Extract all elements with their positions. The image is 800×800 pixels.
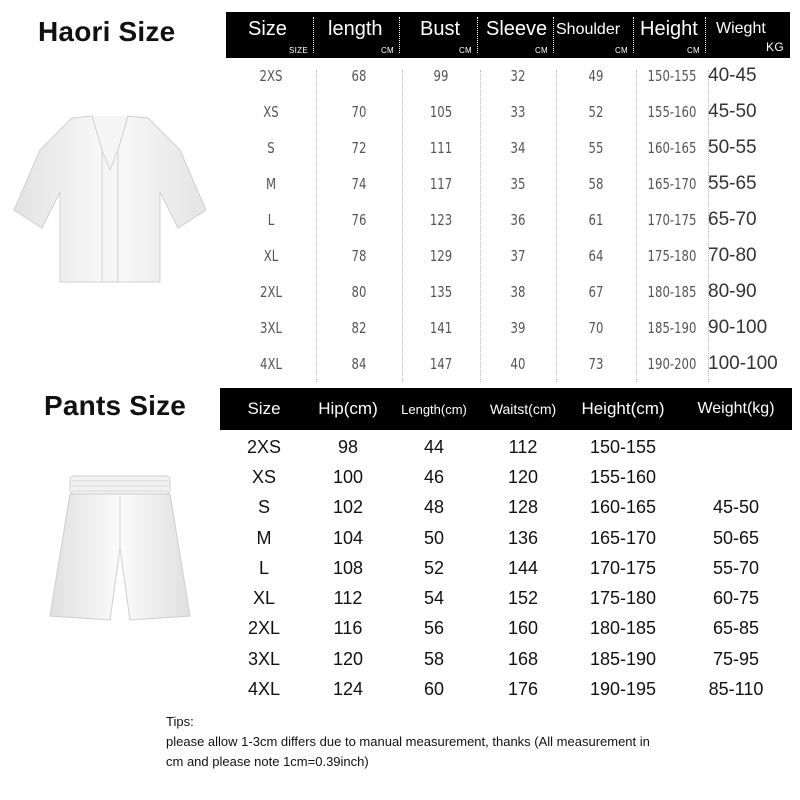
table-row: [220, 493, 792, 523]
table-cell: 2XL: [260, 283, 282, 301]
table-cell: 46: [423, 466, 445, 487]
table-cell: 150-155: [647, 67, 697, 85]
haori-header-unit: CM: [534, 46, 548, 55]
haori-header-3: [480, 12, 556, 58]
table-cell: 120: [507, 466, 539, 487]
table-cell: 37: [510, 247, 526, 265]
haori-header-2: [402, 12, 480, 58]
table-row: [226, 274, 790, 310]
table-cell: 75-95: [712, 648, 760, 669]
haori-size-table: [226, 12, 790, 382]
table-cell: 108: [332, 557, 364, 578]
table-cell: 170-175: [589, 557, 657, 578]
table-cell: 116: [333, 618, 363, 639]
table-cell: 45-50: [712, 497, 760, 518]
haori-header-4: [556, 12, 636, 58]
table-cell: 55-70: [712, 557, 760, 578]
pants-header-0: Size: [247, 399, 281, 418]
table-cell: XS: [263, 103, 279, 121]
haori-table-header: [226, 12, 790, 58]
table-cell: 78: [351, 247, 367, 265]
table-cell: 147: [429, 355, 453, 373]
table-cell: 70-80: [708, 245, 757, 266]
table-cell: 99: [433, 67, 449, 85]
table-cell: 67: [588, 283, 604, 301]
table-row: [220, 462, 792, 492]
table-cell: 2XL: [247, 618, 281, 639]
table-row: [220, 553, 792, 583]
column-divider: [480, 70, 481, 382]
table-row: [220, 674, 792, 704]
table-cell: 70: [588, 319, 604, 337]
table-cell: 33: [510, 103, 526, 121]
table-cell: 120: [332, 648, 364, 669]
haori-header-unit: SIZE: [289, 46, 308, 55]
tips-line-1: please allow 1-3cm differs due to manual measurement, thanks (All measurement in: [166, 734, 650, 749]
table-cell: 65-70: [708, 209, 757, 230]
table-cell: 136: [507, 527, 539, 548]
table-cell: 190-195: [589, 679, 657, 700]
table-cell: 54: [423, 588, 445, 609]
table-cell: 4XL: [260, 355, 282, 373]
table-cell: 50-65: [712, 527, 760, 548]
table-cell: 55-65: [708, 173, 757, 194]
table-cell: 150-155: [589, 436, 657, 457]
haori-header-unit: CM: [614, 46, 628, 55]
table-cell: 165-170: [589, 527, 657, 548]
table-cell: 175-180: [647, 247, 697, 265]
table-row: [226, 130, 790, 166]
table-cell: 155-160: [589, 466, 657, 487]
table-cell: L: [267, 211, 275, 229]
table-cell: 160-165: [589, 497, 657, 518]
haori-header-label: Wieght: [716, 20, 766, 37]
table-cell: 48: [423, 497, 445, 518]
table-cell: S: [267, 139, 275, 157]
table-cell: 175-180: [589, 588, 657, 609]
pants-table-header: [220, 388, 792, 430]
haori-header-unit: CM: [380, 46, 394, 55]
table-cell: 141: [429, 319, 453, 337]
haori-header-label: Height: [640, 18, 698, 40]
table-cell: 2XS: [259, 67, 283, 85]
table-row: [226, 238, 790, 274]
pants-header-4: Height(cm): [581, 399, 665, 418]
table-cell: M: [265, 175, 277, 193]
pants-header-5: Weight(kg): [697, 400, 775, 417]
table-cell: 80: [351, 283, 367, 301]
table-cell: 85-110: [708, 679, 764, 700]
haori-header-6: [708, 12, 790, 58]
table-cell: 128: [507, 497, 539, 518]
column-divider: [708, 70, 709, 382]
table-cell: 144: [507, 557, 539, 578]
table-cell: 111: [429, 139, 453, 157]
table-row: [226, 310, 790, 346]
table-cell: 35: [510, 175, 526, 193]
table-cell: 112: [333, 588, 363, 609]
pants-header-2: Length(cm): [401, 401, 467, 417]
table-row: [226, 202, 790, 238]
table-cell: 165-170: [647, 175, 697, 193]
haori-table-body: [226, 58, 790, 382]
table-cell: 176: [507, 679, 539, 700]
table-cell: 3XL: [260, 319, 282, 337]
table-cell: 135: [429, 283, 453, 301]
table-cell: 32: [510, 67, 526, 85]
table-cell: 65-85: [712, 618, 760, 639]
table-cell: 160: [507, 618, 539, 639]
haori-header-unit: CM: [458, 46, 472, 55]
pants-shorts-image: [40, 468, 200, 628]
tips-heading: Tips:: [166, 714, 194, 729]
table-cell: 2XS: [246, 436, 282, 457]
table-cell: 68: [351, 67, 367, 85]
table-cell: 104: [332, 527, 364, 548]
pants-header-1: Hip(cm): [318, 399, 378, 418]
tips-note: [166, 712, 706, 772]
table-cell: 70: [351, 103, 367, 121]
column-divider: [402, 70, 403, 382]
haori-header-unit: KG: [766, 40, 784, 54]
column-divider: [316, 70, 317, 382]
table-cell: 73: [588, 355, 604, 373]
haori-header-label: Sleeve: [486, 18, 548, 40]
table-cell: 100: [332, 466, 364, 487]
table-cell: 102: [332, 497, 364, 518]
table-cell: 180-185: [647, 283, 697, 301]
table-row: [220, 523, 792, 553]
table-cell: 152: [507, 588, 539, 609]
pants-table-body: [220, 430, 792, 705]
table-cell: 40: [510, 355, 526, 373]
table-cell: 124: [332, 679, 364, 700]
table-cell: 39: [510, 319, 526, 337]
table-cell: 168: [507, 648, 539, 669]
haori-header-0: [226, 12, 316, 58]
table-cell: XL: [252, 588, 276, 609]
table-cell: 4XL: [247, 679, 281, 700]
table-cell: 52: [588, 103, 604, 121]
haori-header-label: Size: [248, 18, 287, 40]
column-divider: [636, 70, 637, 382]
table-cell: 38: [510, 283, 526, 301]
table-cell: 129: [429, 247, 453, 265]
table-cell: 80-90: [708, 281, 757, 302]
table-cell: 61: [588, 211, 604, 229]
table-cell: 72: [351, 139, 367, 157]
table-cell: 58: [588, 175, 604, 193]
table-cell: 82: [351, 319, 367, 337]
table-cell: 56: [423, 618, 445, 639]
table-row: [220, 583, 792, 613]
table-cell: 185-190: [589, 648, 657, 669]
table-row: [226, 94, 790, 130]
table-cell: L: [258, 557, 269, 578]
table-cell: 160-165: [647, 139, 697, 157]
haori-header-unit: CM: [686, 46, 700, 55]
table-cell: S: [257, 497, 270, 518]
table-cell: 36: [510, 211, 526, 229]
table-cell: XL: [263, 247, 279, 265]
haori-header-label: Bust: [420, 18, 461, 40]
table-cell: 50: [423, 527, 445, 548]
column-divider: [556, 70, 557, 382]
table-cell: 90-100: [708, 317, 768, 338]
table-cell: 84: [351, 355, 367, 373]
table-row: [220, 644, 792, 674]
table-cell: 60: [423, 679, 445, 700]
table-cell: 45-50: [708, 101, 757, 122]
table-cell: 58: [423, 648, 445, 669]
table-cell: M: [256, 527, 272, 548]
haori-header-label: Shoulder: [556, 21, 621, 38]
table-cell: 64: [588, 247, 604, 265]
table-cell: 52: [423, 557, 445, 578]
haori-header-1: [316, 12, 402, 58]
table-row: [226, 166, 790, 202]
table-cell: 60-75: [712, 588, 760, 609]
haori-jacket-image: [10, 110, 210, 290]
tips-line-2: cm and please note 1cm=0.39inch): [166, 754, 369, 769]
table-cell: 3XL: [247, 648, 281, 669]
table-cell: 50-55: [708, 137, 757, 158]
table-cell: 112: [508, 436, 538, 457]
haori-header-label: length: [328, 18, 383, 40]
table-cell: 34: [510, 139, 526, 157]
table-cell: 117: [429, 175, 453, 193]
table-cell: 185-190: [647, 319, 697, 337]
table-cell: 40-45: [708, 65, 757, 86]
table-cell: 76: [351, 211, 367, 229]
table-cell: 100-100: [708, 353, 778, 374]
pants-size-title: Pants Size: [44, 390, 187, 421]
table-cell: 170-175: [647, 211, 697, 229]
table-cell: 155-160: [647, 103, 697, 121]
table-cell: 44: [423, 436, 445, 457]
table-cell: 49: [588, 67, 604, 85]
table-row: [226, 58, 790, 94]
table-cell: 105: [429, 103, 453, 121]
table-cell: 190-200: [647, 355, 697, 373]
table-row: [220, 432, 792, 462]
table-row: [220, 614, 792, 644]
table-cell: 74: [351, 175, 367, 193]
table-row: [226, 346, 790, 382]
table-cell: 55: [588, 139, 604, 157]
table-cell: 123: [429, 211, 453, 229]
table-cell: XS: [251, 466, 276, 487]
table-cell: 98: [337, 436, 359, 457]
haori-size-title: Haori Size: [38, 16, 176, 47]
haori-header-5: [636, 12, 708, 58]
pants-header-3: Waitst(cm): [489, 401, 557, 417]
table-cell: 180-185: [589, 618, 657, 639]
pants-size-table: [220, 388, 792, 705]
